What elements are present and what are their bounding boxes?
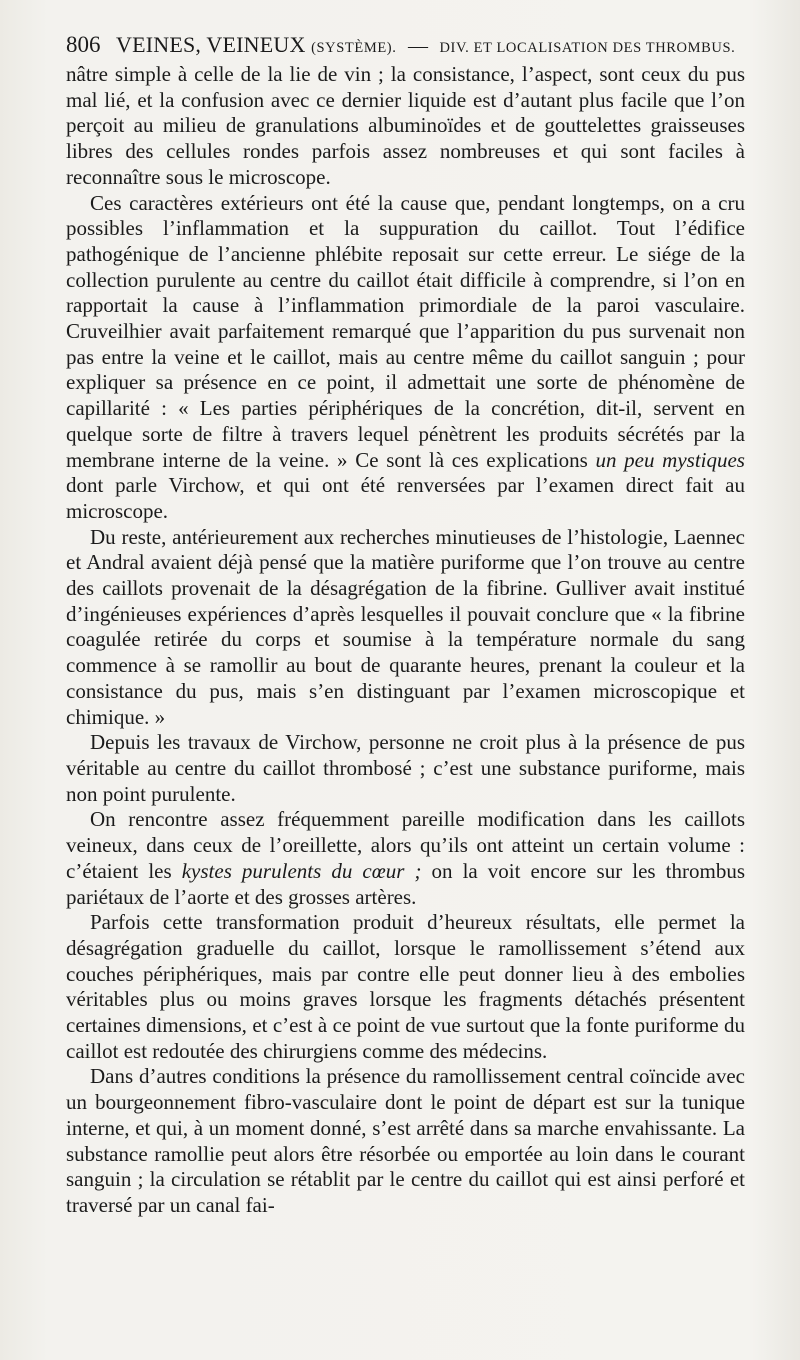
- paragraph-2-italic: un peu mystiques: [595, 447, 745, 472]
- paragraph-6: Parfois cette transformation produit d’heureux résultats, elle permet la désagrégation graduelle du caillot, lorsque le ramollissement s’étend aux couches périphériques, mais par contre elle peut donner lieu à des embolies véritables plus ou moins graves lorsque les fragments détachés présentent certaines dimensions, et c’est à ce point de vue surtout que la fonte puriforme du caillot est redoutée des chirurgiens comme des médecins.: [66, 910, 745, 1063]
- paragraph-2-text-b: dont parle Virchow, et qui ont été renversées par l’examen direct fait au microscope.: [66, 473, 745, 523]
- paragraph-4: Depuis les travaux de Virchow, personne ne croit plus à la présence de pus véritable au centre du caillot thrombosé ; c’est une substance puriforme, mais non point purulente.: [66, 730, 745, 806]
- header-title: VEINES, VEINEUX: [116, 32, 306, 57]
- paragraph-2-text-a: Ces caractères extérieurs ont été la cause que, pendant longtemps, on a cru possibles l’inflammation et la suppuration du caillot. Tout l’édifice pathogénique de l’ancienne phlébite reposait sur cette erreur. Le siége de la collection purulente au centre du caillot était difficile à comprendre, si l’on en rapportait la cause à l’inflammation primordiale de la paroi vasculaire. Cruveilhier avait parfaitement remarqué que l’apparition du pus survenait non pas entre la veine et le caillot, mais au centre même du caillot sanguin ; pour expliquer sa présence en ce point, il admettait une sorte de phénomène de capillarité : « Les parties périphériques de la concrétion, dit-il, servent en quelque sorte de filtre à travers lequel pénètrent les produits sécrétés par la membrane interne de la veine. » Ce sont là ces explications: [66, 190, 745, 472]
- paragraph-1: nâtre simple à celle de la lie de vin ; la consistance, l’aspect, sont ceux du pus mal lié, et la confusion avec ce dernier liquide est d’autant plus facile que l’on perçoit au milieu de granulations albuminoïdes et de gouttelettes graisseuses libres des cellules rondes parfois assez nombreuses et qui sont faciles à reconnaître sous le microscope.: [66, 62, 745, 189]
- paragraph-5-italic: kystes purulents du cœur ;: [181, 858, 422, 883]
- body-text: [66, 62, 745, 1219]
- paragraph-5-text-a: On rencontre assez fréquemment pareille modification dans les caillots veineux, dans ceux de l’oreillette, alors qu’ils ont atteint un certain volume : c’étaient les: [66, 807, 745, 883]
- header-section: DIV. ET LOCALISATION DES THROMBUS.: [439, 40, 736, 56]
- paragraph-2: [66, 191, 745, 525]
- page-number: 806: [66, 32, 101, 57]
- header-title-paren: (SYSTÈME).: [311, 40, 397, 56]
- paragraph-7: Dans d’autres conditions la présence du ramollissement central coïncide avec un bourgeonnement fibro-vasculaire dont le point de départ est sur la tunique interne, et qui, à un moment donné, s’est arrêté dans sa marche envahissante. La substance ramollie peut alors être résorbée ou emportée au loin dans le courant sanguin ; la circulation se rétablit par le centre du caillot qui est ainsi perforé et traversé par un canal fai-: [66, 1064, 745, 1217]
- paragraph-5: [66, 807, 745, 910]
- running-header: [66, 30, 746, 60]
- paragraph-5-text-b: on la voit encore sur les thrombus pariétaux de l’aorte et des grosses artères.: [66, 858, 745, 909]
- paragraph-3: Du reste, antérieurement aux recherches minutieuses de l’histologie, Laennec et Andral avaient déjà pensé que la matière puriforme que l’on trouve au centre des caillots provenait de la désagrégation de la fibrine. Gulliver avait institué d’ingénieuses expériences d’après lesquelles il pouvait conclure que « la fibrine coagulée retirée du corps et soumise à la température normale du sang commence à se ramollir au bout de quarante heures, prenant la couleur et la consistance du pus, mais s’en distinguant par l’examen microscopique et chimique. »: [66, 524, 745, 729]
- header-dash: —: [407, 35, 428, 57]
